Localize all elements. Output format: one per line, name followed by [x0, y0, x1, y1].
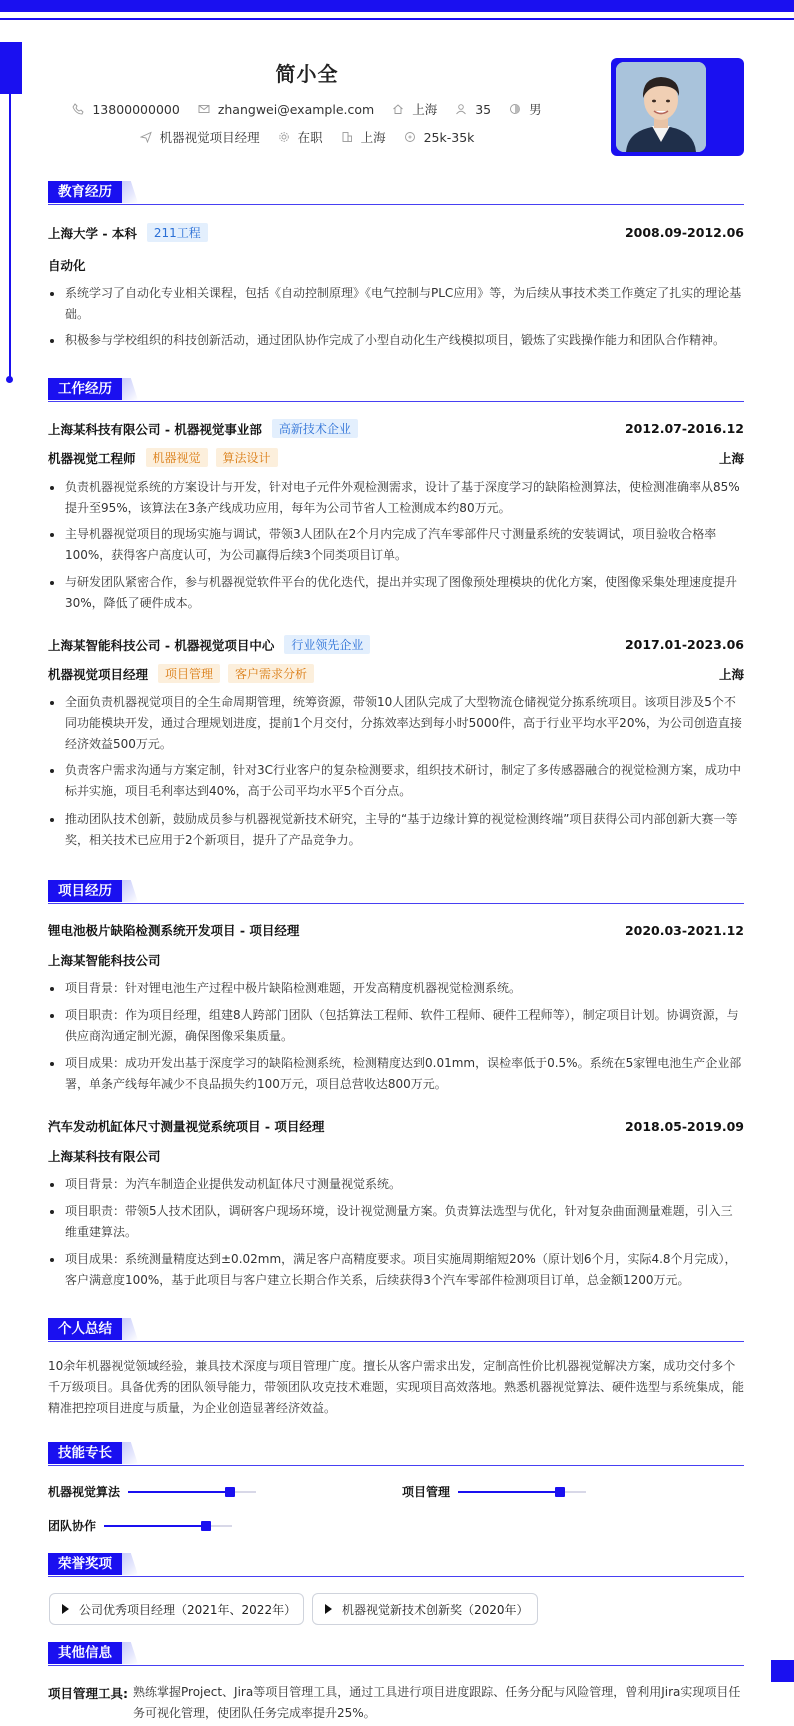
role-tag: 机器视觉	[146, 448, 208, 467]
top-accent-bar	[0, 0, 794, 12]
avatar-portrait	[616, 62, 706, 152]
list-item: 与研发团队紧密合作，参与机器视觉软件平台的优化迭代，提出并实现了图像预处理模块的优化方案，使图像采集处理速度提升30%，降低了硬件成本。	[48, 572, 744, 614]
list-item: 负责机器视觉系统的方案设计与开发，针对电子元件外观检测需求，设计了基于深度学习的缺陷检测算法，使检测准确率从85%提升至95%，该算法在3条产线成功应用，每年为公司节省人工检测成本约80万元。	[48, 477, 744, 519]
age-text: 35	[475, 101, 492, 117]
summary-section-header	[48, 1318, 744, 1342]
status-text: 在职	[297, 130, 323, 145]
project-company-row	[48, 1147, 744, 1165]
list-item: 负责客户需求沟通与方案定制，针对3C行业客户的复杂检测要求，组织技术研讨，制定了多传感器融合的视觉检测方案，成功中标并实施，项目毛利率达到40%，高于公司平均水平5个百分点。	[48, 760, 744, 802]
section-wedge	[122, 1442, 138, 1464]
award-text: 机器视觉新技术创新奖（2020年）	[342, 1602, 529, 1617]
project-entry-header	[48, 1117, 744, 1135]
left-accent-dot	[6, 376, 13, 383]
project-company: 上海某科技有限公司	[48, 1149, 161, 1164]
list-item: 系统学习了自动化专业相关课程，包括《自动控制原理》《电气控制与PLC应用》等，为后续从事技术类工作奠定了扎实的理论基础。	[48, 283, 744, 325]
school-name: 上海大学 - 本科	[48, 225, 137, 241]
other-label: 项目管理工具:	[48, 1686, 128, 1701]
school-tag: 211工程	[147, 223, 208, 242]
play-icon	[62, 1604, 69, 1614]
award-item	[49, 1593, 304, 1625]
project-title: 锂电池极片缺陷检测系统开发项目 - 项目经理	[48, 923, 300, 938]
phone-text: 13800000000	[92, 101, 180, 117]
skill-level-bar	[458, 1491, 586, 1493]
role-tag: 算法设计	[216, 448, 278, 467]
list-item: 项目成果：系统测量精度达到±0.02mm，满足客户高精度要求。项目实施周期缩短20%（原计划6个月，实际4.8个月完成），客户满意度100%，基于此项目与客户建立长期合作关系，后续获得3个汽车零部件检测项目订单，总金额1200万元。	[48, 1249, 744, 1291]
salary-icon	[404, 131, 416, 143]
work-section-header	[48, 378, 744, 402]
work-date: 2012.07-2016.12	[624, 421, 744, 436]
gender-info	[509, 100, 542, 118]
send-icon	[140, 131, 152, 143]
location-text: 上海	[412, 102, 438, 117]
job-intent-row	[0, 128, 614, 146]
awards-section-header	[48, 1553, 744, 1577]
gender-text: 男	[529, 102, 542, 117]
section-divider	[48, 401, 744, 402]
list-item: 项目职责：带领5人技术团队，调研客户现场环境，设计视觉测量方案。负责算法选型与优化，针对复杂曲面测量难题，引入三维重建算法。	[48, 1201, 744, 1243]
projects-section-header	[48, 880, 744, 904]
avatar	[616, 62, 706, 152]
section-divider	[48, 1465, 744, 1466]
target-position-info	[140, 128, 260, 146]
other-text: 熟练掌握Project、Jira等项目管理工具，通过工具进行项目进度跟踪、任务分配与风险管理，曾利用Jira实现项目任务可视化管理，使团队任务完成率提升25%。	[133, 1685, 741, 1720]
target-position-text: 机器视觉项目经理	[159, 130, 260, 145]
section-wedge	[122, 181, 138, 203]
section-title: 个人总结	[48, 1318, 122, 1340]
education-section-header	[48, 181, 744, 205]
section-wedge	[122, 378, 138, 400]
section-title: 项目经历	[48, 880, 122, 902]
skill-name: 团队协作	[48, 1519, 97, 1533]
major: 自动化	[48, 258, 86, 273]
skills-section-header	[48, 1442, 744, 1466]
target-city-info	[341, 128, 386, 146]
work-entry-header	[48, 635, 744, 654]
company-name: 上海某科技有限公司 - 机器视觉事业部	[48, 421, 262, 437]
company-tag: 行业领先企业	[284, 635, 370, 654]
skill-level-fill	[128, 1491, 230, 1493]
list-item: 全面负责机器视觉项目的全生命周期管理，统筹资源，带领10人团队完成了大型物流仓储视觉分拣系统项目。该项目涉及5个不同功能模块开发，通过合理规划进度，提前1个月交付，分拣效率达到每小时5000件，高于行业平均水平20%，为公司创造直接经济效益500万元。	[48, 692, 744, 755]
skill-level-fill	[458, 1491, 560, 1493]
company-name: 上海某智能科技公司 - 机器视觉项目中心	[48, 637, 275, 653]
skill-level-knob	[555, 1487, 565, 1497]
section-title: 其他信息	[48, 1642, 122, 1664]
project-date: 2018.05-2019.09	[624, 1118, 744, 1134]
section-wedge	[122, 1553, 138, 1575]
right-accent-block	[771, 1660, 794, 1682]
education-entry-header	[48, 223, 744, 242]
education-major-row	[48, 256, 744, 274]
skill-item	[48, 1483, 256, 1500]
project-title: 汽车发动机缸体尺寸测量视觉系统项目 - 项目经理	[48, 1119, 325, 1134]
section-divider	[48, 1341, 744, 1342]
list-item: 项目职责：作为项目经理，组建8人跨部门团队（包括算法工程师、软件工程师、硬件工程师等），制定项目计划。协调资源，与供应商沟通定制光源，确保图像采集质量。	[48, 1005, 744, 1047]
work-city: 上海	[718, 450, 744, 466]
section-divider	[48, 204, 744, 205]
skill-item	[48, 1517, 232, 1534]
list-item: 推动团队技术创新，鼓励成员参与机器视觉新技术研究，主导的“基于边缘计算的视觉检测终端”项目获得公司内部创新大赛一等奖，相关技术已应用于2个新项目，提升了产品竞争力。	[48, 809, 744, 851]
project-date: 2020.03-2021.12	[624, 922, 744, 938]
gender-icon	[509, 103, 521, 115]
list-item: 主导机器视觉项目的现场实施与调试，带领3人团队在2个月内完成了汽车零部件尺寸测量系统的安装调试，项目验收合格率100%，获得客户高度认可，为公司赢得后续3个同类项目订单。	[48, 524, 744, 566]
salary-info	[404, 130, 475, 145]
skill-level-knob	[201, 1521, 211, 1531]
work-entry-header	[48, 419, 744, 438]
project-company-row	[48, 951, 744, 969]
email-info	[198, 102, 374, 117]
work-date: 2017.01-2023.06	[624, 637, 744, 652]
list-item: 项目成果：成功开发出基于深度学习的缺陷检测系统，检测精度达到0.01mm，误检率低于0.5%。系统在5家锂电池生产企业部署，单条产线每年减少不良品损失约100万元，项目总营收达800万元。	[48, 1053, 744, 1095]
target-city-text: 上海	[360, 130, 386, 145]
age-info	[455, 102, 491, 117]
other-section-header	[48, 1642, 744, 1666]
home-icon	[392, 103, 404, 115]
status-info	[278, 128, 323, 146]
contact-row	[0, 100, 614, 118]
section-title: 技能专长	[48, 1442, 122, 1464]
work-role-row	[48, 664, 744, 683]
skill-item	[402, 1483, 586, 1500]
skill-level-bar	[128, 1491, 256, 1493]
section-divider	[48, 903, 744, 904]
company-tag: 高新技术企业	[272, 419, 358, 438]
list-item: 项目背景：针对锂电池生产过程中极片缺陷检测难题，开发高精度机器视觉检测系统。	[48, 978, 744, 999]
award-text: 公司优秀项目经理（2021年、2022年）	[79, 1602, 297, 1617]
salary-text: 25k-35k	[423, 129, 475, 145]
skill-level-fill	[104, 1525, 206, 1527]
project-company: 上海某智能科技公司	[48, 953, 161, 968]
section-title: 荣誉奖项	[48, 1553, 122, 1575]
section-wedge	[122, 1318, 138, 1340]
skill-level-knob	[225, 1487, 235, 1497]
play-icon	[325, 1604, 332, 1614]
skill-name: 机器视觉算法	[48, 1485, 121, 1499]
location-info	[392, 100, 437, 118]
education-date: 2008.09-2012.06	[624, 225, 744, 240]
section-title: 工作经历	[48, 378, 122, 400]
top-accent-line	[0, 18, 794, 20]
work-city: 上海	[718, 666, 744, 682]
role-title: 机器视觉工程师	[48, 450, 136, 466]
skill-level-bar	[104, 1525, 232, 1527]
candidate-name: 简小全	[275, 62, 339, 86]
project-entry-header	[48, 921, 744, 939]
phone-info	[72, 102, 179, 117]
gear-icon	[278, 131, 290, 143]
section-divider	[48, 1665, 744, 1666]
section-wedge	[122, 1642, 138, 1664]
email-text: zhangwei@example.com	[217, 101, 375, 117]
role-tag: 项目管理	[158, 664, 220, 683]
section-title: 教育经历	[48, 181, 122, 203]
role-tag: 客户需求分析	[228, 664, 314, 683]
section-wedge	[122, 880, 138, 902]
award-item	[312, 1593, 538, 1625]
list-item: 积极参与学校组织的科技创新活动，通过团队协作完成了小型自动化生产线模拟项目，锻炼了实践操作能力和团队合作精神。	[48, 330, 744, 351]
skill-name: 项目管理	[402, 1485, 451, 1499]
role-title: 机器视觉项目经理	[48, 666, 149, 682]
mail-icon	[198, 103, 210, 115]
summary-text: 10余年机器视觉领域经验，兼具技术深度与项目管理广度。擅长从客户需求出发，定制高性价比机器视觉解决方案，成功交付多个千万级项目。具备优秀的团队领导能力，带领团队攻克技术难题，实现项目高效落地。熟悉机器视觉算法、硬件选型与系统集成，能精准把控项目进度与质量，为企业创造显著经济效益。	[48, 1359, 745, 1415]
work-role-row	[48, 448, 744, 467]
building-icon	[341, 131, 353, 143]
list-item: 项目背景：为汽车制造企业提供发动机缸体尺寸测量视觉系统。	[48, 1174, 744, 1195]
section-divider	[48, 1576, 744, 1577]
user-icon	[455, 103, 467, 115]
phone-icon	[72, 103, 84, 115]
